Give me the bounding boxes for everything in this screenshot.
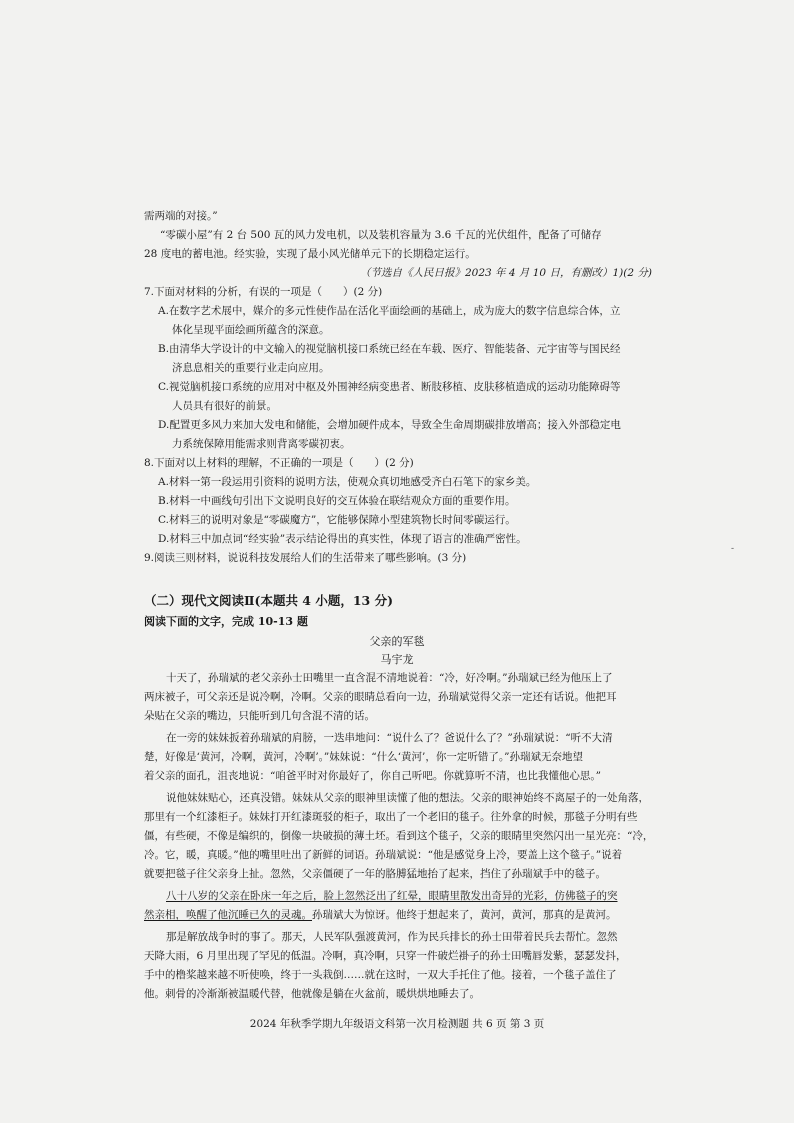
question-7-stem: 7.下面对材料的分析，有误的一项是（ ）(2 分) [144, 286, 383, 298]
story-line: 冷。它，暖，真暖。”他的嘴里吐出了新鲜的词语。孙瑞斌说：“他是感觉身上冷，要盖上这个毯子。”说着 [144, 849, 623, 861]
question-9-stem: 9.阅读三则材料，说说科技发展给人们的生活带来了哪些影响。(3 分) [144, 552, 467, 564]
story-text: 孙瑞斌大为惊讶。他终于想起来了，黄河，黄河，那真的是黄河。 [312, 909, 617, 921]
section-instruction: 阅读下面的文字，完成 10-13 题 [144, 615, 308, 628]
q7-option-b: B.由清华大学设计的中文输入的视觉脑机接口系统已经在车载、医疗、智能装备、元宇宙等与国民经 [158, 343, 621, 355]
story-line: 天降大雨，6 月里出现了罕见的低温。冷啊，真冷啊，只穿一件破烂褂子的孙士田嘴唇发紫，瑟瑟发抖， [144, 950, 627, 962]
material-line: 需两端的对接。” [144, 210, 218, 222]
question-8-stem: 8.下面对以上材料的理解，不正确的一项是（ ）(2 分) [144, 457, 414, 469]
story-line: 就要把毯子往父亲身上扯。忽然，父亲僵硬了一年的胳膊猛地抬了起来，挡住了孙瑞斌手中的毯子。 [144, 868, 606, 880]
story-line: 那是解放战争时的事了。那天，人民军队强渡黄河，作为民兵排长的孙士田带着民兵去帮忙。忽然 [166, 931, 618, 943]
q8-option-b: B.材料一中画线句引出下文说明良好的交互体验在联结观众方面的重要作用。 [158, 495, 516, 507]
story-line: 僵，有些硬，不像是编织的，倒像一块破损的薄土坯。看到这个毯子，父亲的眼睛里突然闪出一星光亮：“冷， [144, 830, 654, 842]
section-heading: （二）现代文阅读Ⅱ(本题共 4 小题，13 分) [144, 593, 394, 608]
q7-option-c: C.视觉脑机接口系统的应用对中枢及外围神经病变患者、断肢移植、皮肤移植造成的运动功能障碍等 [158, 381, 621, 393]
story-line: 手中的橹桨越来越不听使唤，终于一头栽倒……就在这时，一双大手托住了他。接着，一个毯子盖住了 [144, 969, 617, 981]
story-line: 着父亲的面孔，沮丧地说：“咱爸平时对你最好了，你自己听吧。你就算听不清，也比我懂他心思。” [144, 770, 601, 782]
q7-option-d-cont: 力系统保障用能需求则背离零碳初衷。 [172, 438, 351, 450]
story-line: 朵贴在父亲的嘴边，只能听到几句含混不清的话。 [144, 710, 375, 722]
q7-option-d: D.配置更多风力来加大发电和储能，会增加硬件成本，导致全生命周期碳排放增高；接入外部稳定电 [158, 419, 621, 431]
story-line: 在一旁的妹妹扳着孙瑞斌的肩膀，一迭串地问：“说什么了？爸说什么了？”孙瑞斌说：“听不大清 [166, 732, 613, 744]
story-title: 父亲的军毯 [369, 635, 425, 648]
q7-option-a-cont: 体化呈现平面绘画所蕴含的深意。 [172, 324, 330, 336]
story-line: 两床被子，可父亲还是说冷啊，冷啊。父亲的眼睛总看向一边，孙瑞斌觉得父亲一定还有话说。他把耳 [144, 691, 617, 703]
story-line: 他。刺骨的冷渐渐被温暖代替，他就像是躺在火盆前，暖烘烘地睡去了。 [144, 988, 480, 1000]
material-line: “零碳小屋”有 2 台 500 瓦的风力发电机，以及装机容量为 3.6 千瓦的光伏组件，配备了可储存 [160, 229, 602, 241]
q8-option-c: C.材料三的说明对象是“零碳魔方”，它能够保障小型建筑物长时间零碳运行。 [158, 514, 516, 526]
q7-option-b-cont: 济息息相关的重要行业走向应用。 [172, 362, 330, 374]
material-line: 28 度电的蓄电池。经实验，实现了最小风光储单元下的长期稳定运行。 [144, 248, 476, 260]
scan-mark: - [730, 544, 734, 554]
underlined-text: 然亲相，唤醒了他沉睡已久的灵魂。 [144, 909, 312, 921]
q8-option-d: D.材料三中加点词“经实验”表示结论得出的真实性，体现了语言的准确严密性。 [158, 533, 527, 545]
q7-option-a: A.在数字艺术展中，媒介的多元性使作品在活化平面绘画的基础上，成为庞大的数字信息综合体，立 [158, 305, 621, 317]
material-source: （节选自《人民日报》2023 年 4 月 10 日，有删改）1)(2 分) [360, 267, 652, 279]
q8-option-a: A.材料一第一段运用引资料的说明方法，使观众真切地感受齐白石笔下的家乡美。 [158, 476, 537, 488]
story-line [144, 906, 664, 925]
q7-option-c-cont: 人员具有很好的前景。 [172, 400, 277, 412]
story-line: 那里有一个红漆柜子。妹妹打开红漆斑驳的柜子，取出了一个老旧的毯子。往外拿的时候，那毯子分明有些 [144, 811, 638, 823]
underlined-sentence [166, 887, 686, 906]
story-author: 马宇龙 [380, 653, 414, 666]
page-footer: 2024 年秋季学期九年级语文科第一次月检测题 共 6 页 第 3 页 [249, 1018, 545, 1030]
story-line: 十天了，孙瑞斌的老父亲孙士田嘴里一直含混不清地说着：“冷，好冷啊。”孙瑞斌已经为他压上了 [166, 672, 613, 684]
story-line: 说他妹妹贴心，还真没错。妹妹从父亲的眼神里读懂了他的想法。父亲的眼神始终不离屋子的一处角落， [166, 792, 649, 804]
story-line: 楚，好像是‘黄河，冷啊，黄河，冷啊’。”妹妹说：“什么‘黄河’，你一定听错了。”孙瑞斌无奈地望 [144, 751, 583, 763]
underlined-text: 八十八岁的父亲在卧床一年之后，脸上忽然泛出了红晕，眼睛里散发出奇异的光彩，仿佛毯子的突 [166, 890, 618, 902]
